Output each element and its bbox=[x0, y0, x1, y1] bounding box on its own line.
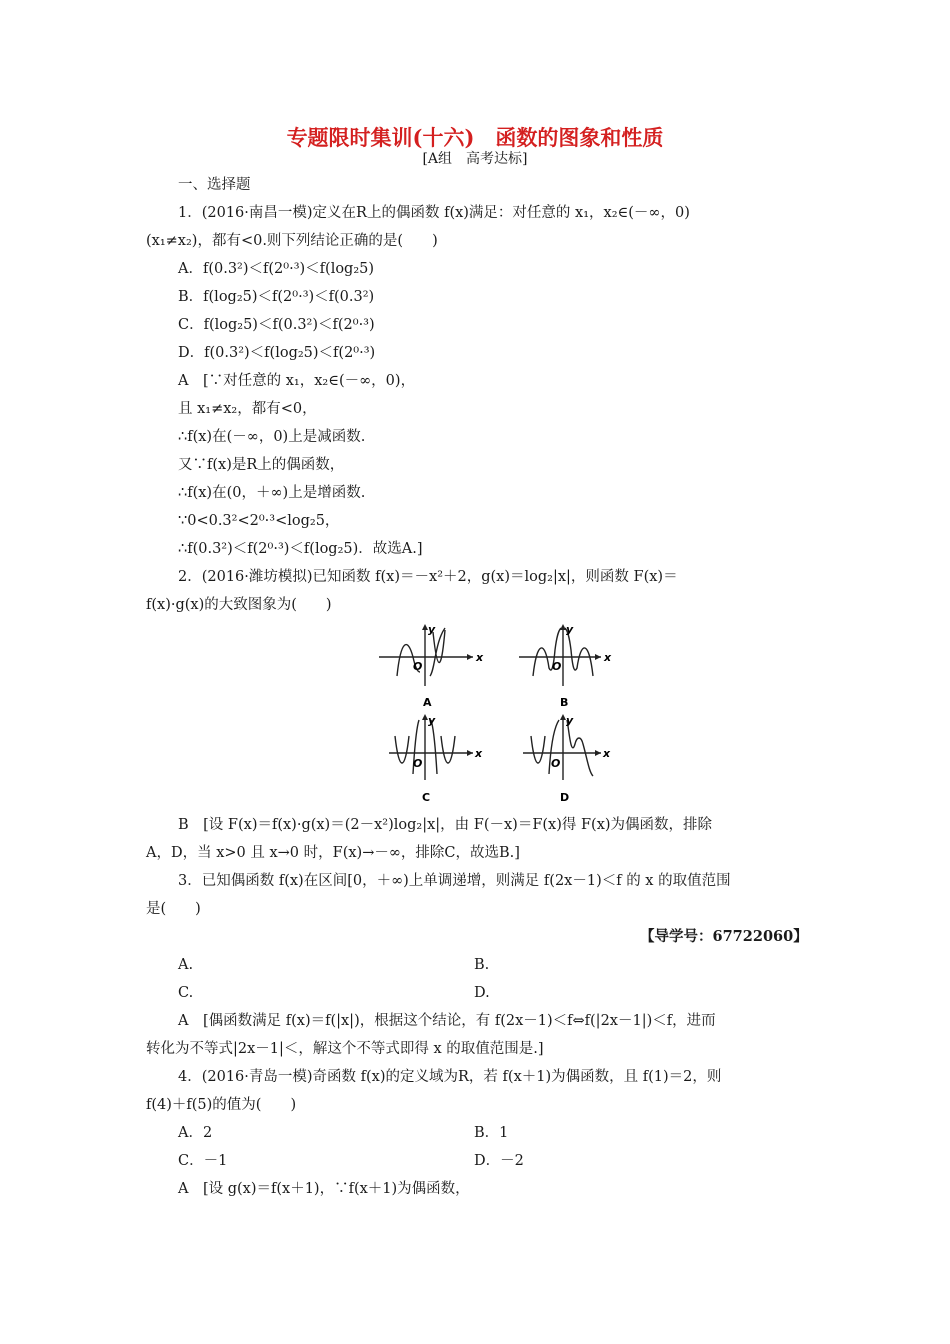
q3-stem-line-1: 3．已知偶函数 f(x)在区间[0，＋∞)上单调递增，则满足 f(2x－1)＜f 的 x 的取值范围 bbox=[178, 873, 731, 889]
graph-d bbox=[515, 710, 625, 805]
q1-solution-line-6: ∵0<0.3²<2⁰·³<log₂5， bbox=[178, 513, 340, 529]
q2-stem-line-2: f(x)·g(x)的大致图象为( ) bbox=[146, 597, 332, 613]
graph-label: D bbox=[560, 791, 570, 804]
q2-solution-line-2: A，D，当 x>0 且 x→0 时，F(x)→－∞，排除C，故选B.] bbox=[146, 845, 520, 861]
graph-label: C bbox=[422, 791, 431, 804]
q3-option-c: C. bbox=[178, 985, 194, 1001]
q1-option-c: C．f(log₂5)＜f(0.3²)＜f(2⁰·³) bbox=[178, 317, 375, 333]
graph-label: B bbox=[560, 696, 569, 709]
axis-label: x bbox=[603, 747, 611, 760]
q4-option-b: B．1 bbox=[474, 1125, 509, 1141]
q3-solution-line-2: 转化为不等式|2x－1|＜，解这个不等式即得 x 的取值范围是.] bbox=[146, 1041, 544, 1057]
q4-solution-line-1: A [设 g(x)＝f(x＋1)，∵f(x＋1)为偶函数， bbox=[178, 1181, 470, 1197]
section-heading: 一、选择题 bbox=[178, 177, 251, 193]
q3-stem-line-2: 是( ) bbox=[146, 901, 201, 917]
q4-stem-line-2: f(4)＋f(5)的值为( ) bbox=[146, 1097, 297, 1113]
q2-stem-line-1: 2．(2016·潍坊模拟)已知函数 f(x)＝－x²＋2，g(x)＝log₂|x|，则函数 F(x)＝ bbox=[178, 569, 678, 585]
axis-label: y bbox=[428, 623, 436, 636]
q1-solution-line-2: 且 x₁≠x₂，都有<0， bbox=[178, 401, 317, 417]
q1-option-a: A．f(0.3²)＜f(2⁰·³)＜f(log₂5) bbox=[178, 261, 375, 277]
page-title: 专题限时集训(十六) 函数的图象和性质 bbox=[286, 125, 664, 150]
graph-c bbox=[375, 710, 485, 805]
origin-label: O bbox=[552, 660, 562, 673]
origin-label: O bbox=[413, 660, 423, 673]
q1-solution-line-7: ∴f(0.3²)＜f(2⁰·³)＜f(log₂5)．故选A.] bbox=[178, 541, 423, 557]
q4-option-a: A．2 bbox=[178, 1125, 213, 1141]
q4-stem-line-1: 4．(2016·青岛一模)奇函数 f(x)的定义域为R，若 f(x＋1)为偶函数，且 f(1)＝2，则 bbox=[178, 1069, 722, 1085]
q4-option-c: C．－1 bbox=[178, 1153, 228, 1169]
q1-solution-line-4: 又∵f(x)是R上的偶函数， bbox=[178, 457, 345, 473]
q3-option-b: B. bbox=[474, 957, 490, 973]
q1-option-d: D．f(0.3²)＜f(log₂5)＜f(2⁰·³) bbox=[178, 345, 376, 361]
group-subtitle: [A组 高考达标] bbox=[422, 151, 528, 167]
q3-option-a: A. bbox=[178, 957, 194, 973]
axis-label: x bbox=[475, 747, 483, 760]
axis-label: y bbox=[566, 623, 574, 636]
axis-label: x bbox=[604, 651, 612, 664]
q3-option-d: D. bbox=[474, 985, 490, 1001]
graph-label: A bbox=[423, 696, 432, 709]
q1-option-b: B．f(log₂5)＜f(2⁰·³)＜f(0.3²) bbox=[178, 289, 375, 305]
graph-a bbox=[375, 620, 485, 710]
origin-label: O bbox=[413, 757, 423, 770]
q2-solution-line-1: B [设 F(x)＝f(x)·g(x)＝(2－x²)log₂|x|，由 F(－x)＝F(x)得 F(x)为偶函数，排除 bbox=[178, 817, 713, 833]
graph-b bbox=[515, 620, 625, 710]
q1-solution-line-3: ∴f(x)在(－∞，0)上是减函数. bbox=[178, 429, 366, 445]
axis-label: y bbox=[566, 714, 574, 727]
axis-label: x bbox=[476, 651, 484, 664]
q3-solution-line-1: A [偶函数满足 f(x)＝f(|x|)，根据这个结论，有 f(2x－1)＜f⇔f(|2x－1|)＜f，进而 bbox=[178, 1013, 716, 1029]
q4-option-d: D．－2 bbox=[474, 1153, 524, 1169]
axis-label: y bbox=[428, 714, 436, 727]
q1-stem-line-2: (x₁≠x₂)，都有<0.则下列结论正确的是( ) bbox=[146, 233, 438, 249]
origin-label: O bbox=[551, 757, 561, 770]
q1-solution-line-5: ∴f(x)在(0，＋∞)上是增函数. bbox=[178, 485, 366, 501]
q1-stem-line-1: 1．(2016·南昌一模)定义在R上的偶函数 f(x)满足：对任意的 x₁，x₂∈(－∞，0) bbox=[178, 205, 690, 221]
guide-number: 【导学号：67722060】 bbox=[640, 928, 808, 945]
q1-solution-line-1: A [∵对任意的 x₁，x₂∈(－∞，0)， bbox=[178, 373, 416, 389]
